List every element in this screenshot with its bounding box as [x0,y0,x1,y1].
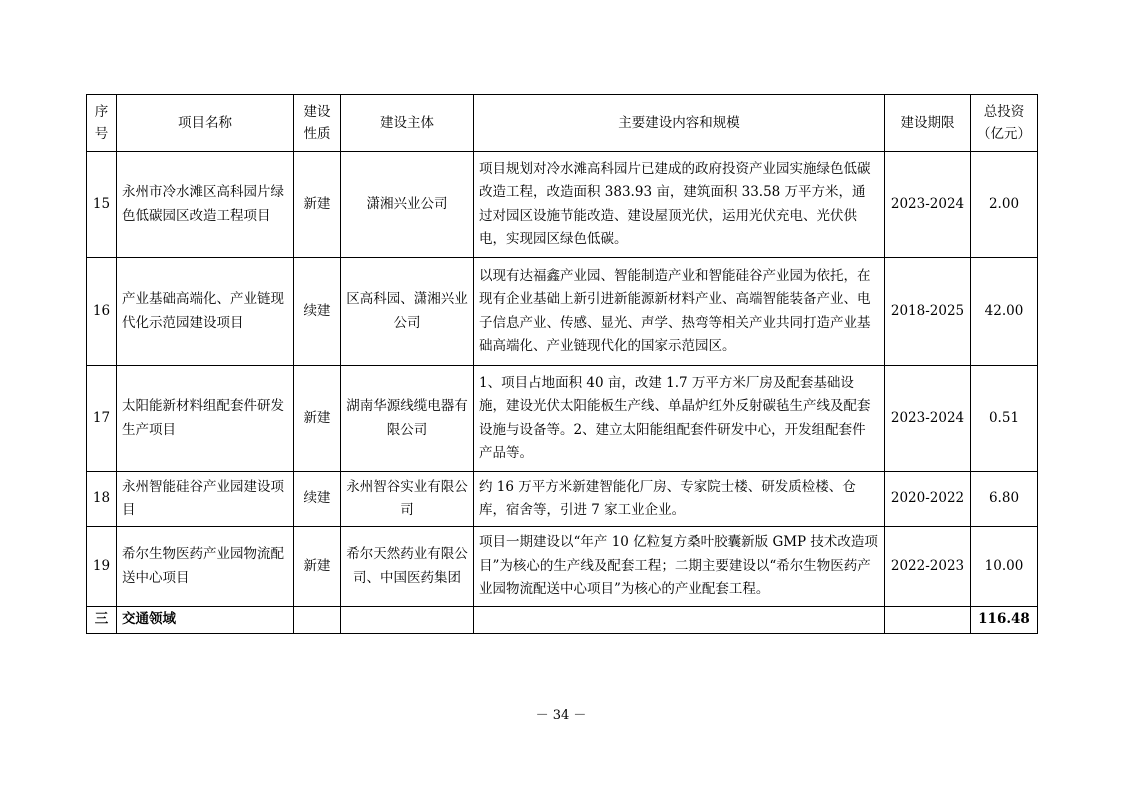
header-name: 项目名称 [117,95,294,152]
header-investment: 总投资（亿元） [971,95,1038,152]
row-investment: 10.00 [971,527,1038,607]
row-no: 17 [87,366,117,472]
row-name: 太阳能新材料组配套件研发生产项目 [117,366,294,472]
project-table [86,94,1038,634]
table-row [87,152,1038,258]
table-header-row [87,95,1038,152]
row-period: 2018-2025 [885,258,971,366]
row-no: 16 [87,258,117,366]
row-nature: 新建 [294,527,341,607]
row-content: 项目一期建设以“年产 10 亿粒复方桑叶胶囊新版 GMP 技术改造项目”为核心的生产线及配套工程；二期主要建设以“希尔生物医药产业园物流配送中心项目”为核心的产业配套工程。 [474,527,885,607]
header-owner: 建设主体 [341,95,474,152]
row-content: 1、项目占地面积 40 亩，改建 1.7 万平方米厂房及配套基础设施，建设光伏太阳能板生产线、单晶炉红外反射碳毡生产线及配套设施与设备等。2、建立太阳能组配套件研发中心，开发组配套件产品等。 [474,366,885,472]
section-row [87,607,1038,634]
row-period: 2020-2022 [885,472,971,527]
section-empty-cell [341,607,474,634]
row-name: 永州市冷水滩区高科园片绿色低碳园区改造工程项目 [117,152,294,258]
row-content: 约 16 万平方米新建智能化厂房、专家院士楼、研发质检楼、仓库，宿舍等，引进 7 家工业企业。 [474,472,885,527]
section-empty-cell [885,607,971,634]
header-nature: 建设性质 [294,95,341,152]
row-no: 15 [87,152,117,258]
section-empty-cell [474,607,885,634]
table-row [87,258,1038,366]
row-name: 永州智能硅谷产业园建设项目 [117,472,294,527]
section-investment: 116.48 [971,607,1038,634]
row-nature: 新建 [294,152,341,258]
page-number: － 34 － [535,708,587,723]
header-period: 建设期限 [885,95,971,152]
row-nature: 续建 [294,472,341,527]
section-empty-cell [294,607,341,634]
header-no: 序号 [87,95,117,152]
row-owner: 永州智谷实业有限公司 [341,472,474,527]
row-no: 18 [87,472,117,527]
row-name: 希尔生物医药产业园物流配送中心项目 [117,527,294,607]
row-investment: 2.00 [971,152,1038,258]
row-owner: 区高科园、潇湘兴业公司 [341,258,474,366]
section-name: 交通领域 [117,607,294,634]
row-owner: 湖南华源线缆电器有限公司 [341,366,474,472]
row-nature: 续建 [294,258,341,366]
row-nature: 新建 [294,366,341,472]
row-content: 项目规划对冷水滩高科园片已建成的政府投资产业园实施绿色低碳改造工程，改造面积 383.93 亩，建筑面积 33.58 万平方米，通过对园区设施节能改造、建设屋顶光伏，运用光伏充电、光伏供电，实现园区绿色低碳。 [474,152,885,258]
row-no: 19 [87,527,117,607]
row-period: 2022-2023 [885,527,971,607]
row-owner: 潇湘兴业公司 [341,152,474,258]
row-content: 以现有达福鑫产业园、智能制造产业和智能硅谷产业园为依托，在现有企业基础上新引进新能源新材料产业、高端智能装备产业、电子信息产业、传感、显光、声学、热弯等相关产业共同打造产业基础高端化、产业链现代化的国家示范园区。 [474,258,885,366]
section-no: 三 [87,607,117,634]
row-investment: 6.80 [971,472,1038,527]
row-name: 产业基础高端化、产业链现代化示范园建设项目 [117,258,294,366]
table-row [87,366,1038,472]
row-period: 2023-2024 [885,366,971,472]
row-owner: 希尔天然药业有限公司、中国医药集团 [341,527,474,607]
row-period: 2023-2024 [885,152,971,258]
table-row [87,472,1038,527]
table-row [87,527,1038,607]
header-content: 主要建设内容和规模 [474,95,885,152]
row-investment: 42.00 [971,258,1038,366]
row-investment: 0.51 [971,366,1038,472]
